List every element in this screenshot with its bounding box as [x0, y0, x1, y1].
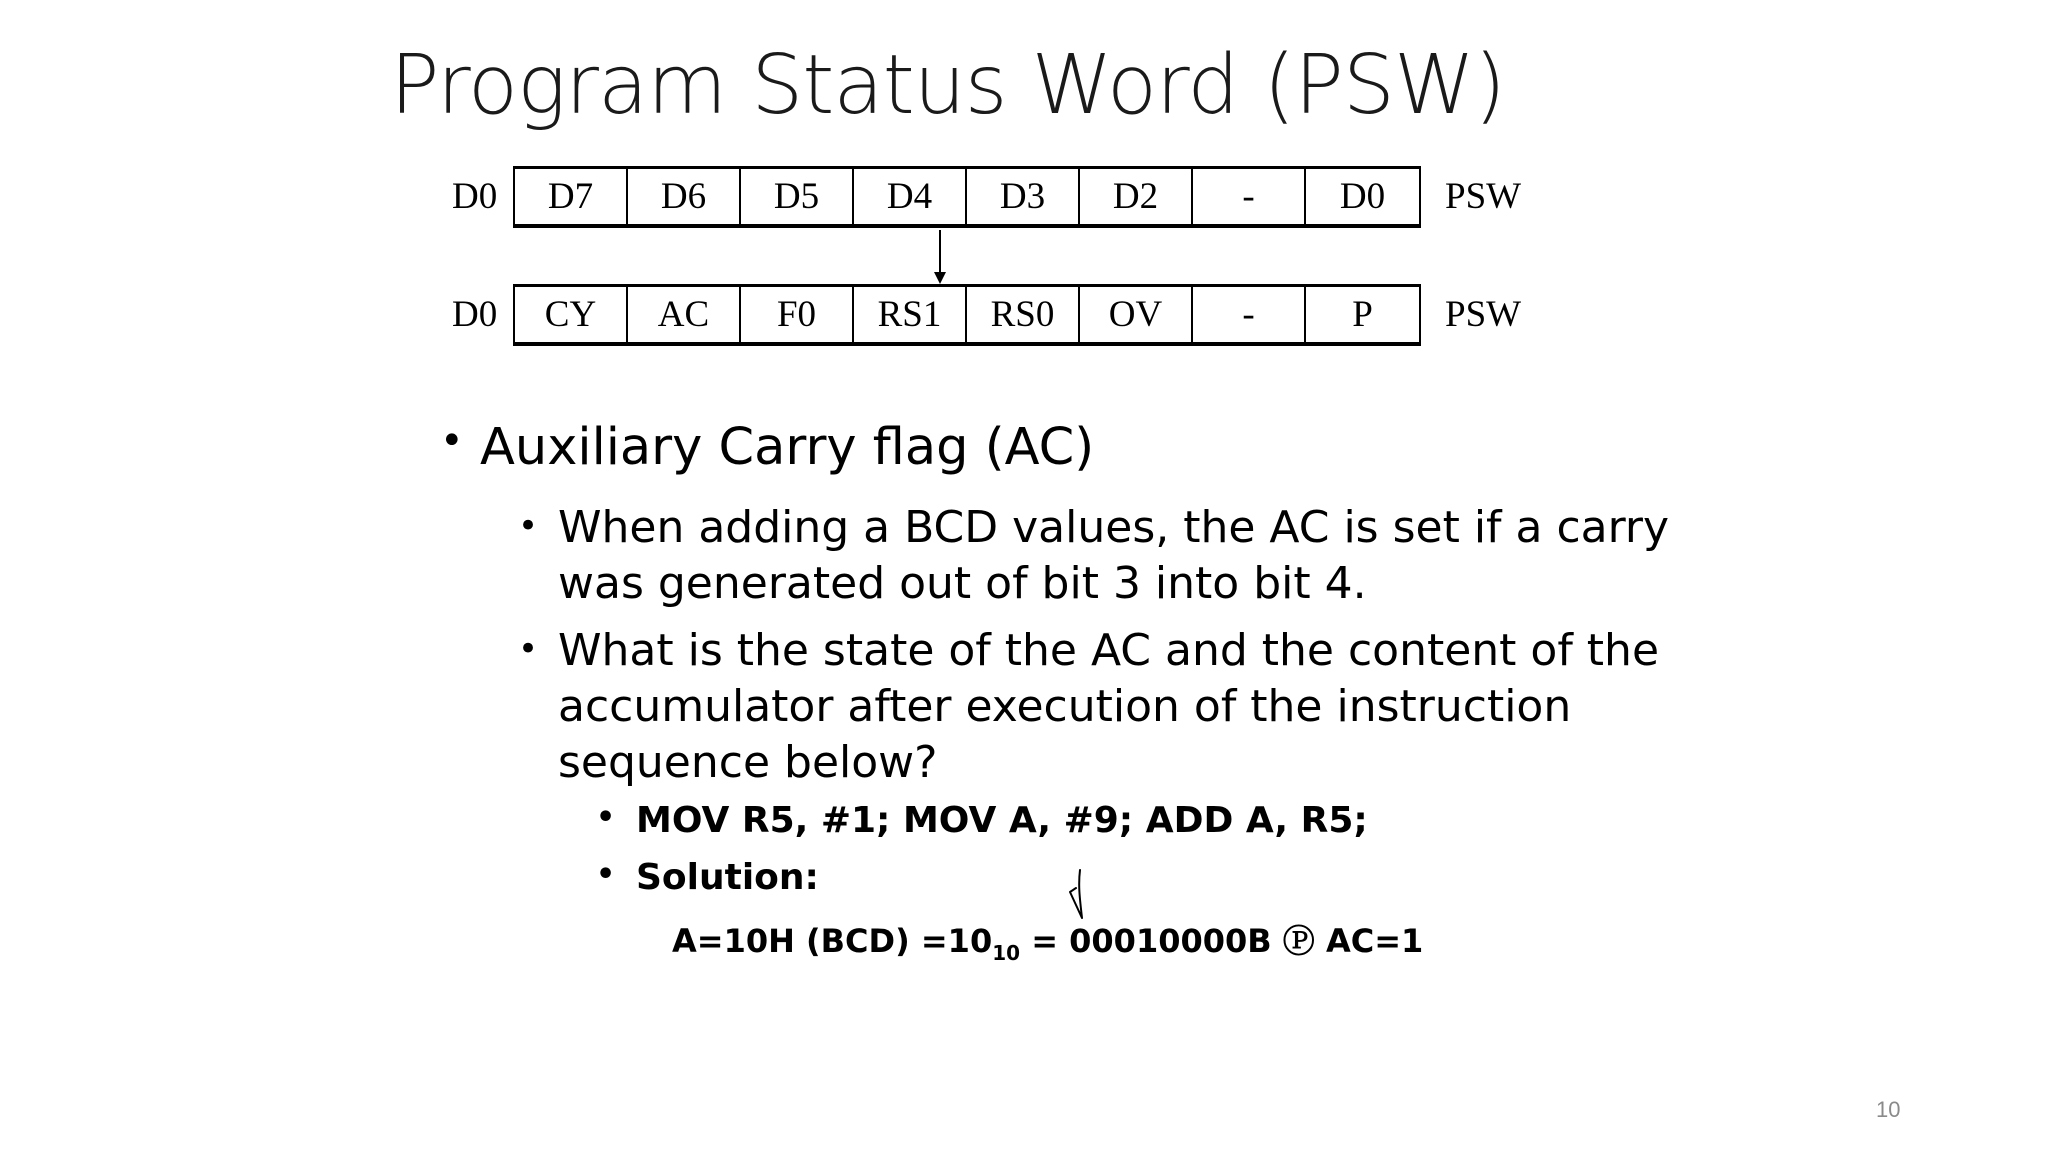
flag-cell: RS1 — [854, 287, 967, 342]
flag-cell: RS0 — [967, 287, 1080, 342]
bullet-code — [596, 800, 1368, 841]
row-left-label: D0 — [452, 176, 498, 217]
flag-cell: - — [1193, 287, 1306, 342]
flag-cell: CY — [515, 287, 628, 342]
bullet-text-line: sequence below? — [558, 737, 938, 788]
solution-part-2: = 00010000B Ⓟ AC=1 — [1020, 922, 1424, 960]
down-arrow-icon — [930, 230, 950, 286]
bit-cell: D5 — [741, 169, 854, 224]
bit-cell: D4 — [854, 169, 967, 224]
bit-cell: - — [1193, 169, 1306, 224]
bit-cell: D0 — [1339, 176, 1386, 217]
row-right-label: PSW — [1445, 176, 1522, 217]
bullet-text-line: accumulator after execution of the instruction — [558, 681, 1572, 732]
solution-part-1: A=10H (BCD) =10 — [672, 922, 993, 960]
code-text: MOV R5, #1; MOV A, #9; ADD A, R5; — [636, 800, 1368, 841]
psw-flag-cells — [513, 284, 1421, 346]
flag-cell: F0 — [741, 287, 854, 342]
row-left-label: D0 — [452, 294, 498, 335]
bullet-dot-icon: • — [440, 418, 464, 464]
solution-subscript: 10 — [992, 941, 1021, 965]
flag-cell: AC — [628, 287, 741, 342]
bullet-main — [440, 418, 1094, 477]
bullet-sub-2 — [518, 623, 1659, 791]
row-right-label: PSW — [1445, 294, 1522, 335]
bullet-solution — [596, 857, 819, 898]
bullet-text-line: was generated out of bit 3 into bit 4. — [558, 558, 1367, 609]
page-number: 10 — [1876, 1097, 1901, 1122]
bullet-dot-icon: • — [518, 629, 539, 669]
bullet-text-line: When adding a BCD values, the AC is set if a carry — [558, 502, 1670, 553]
slide-title: Program Status Word (PSW) — [390, 38, 1505, 133]
bit-cell: D7 — [515, 169, 628, 224]
bit-cell: D6 — [628, 169, 741, 224]
bullet-sub-1 — [518, 500, 1669, 612]
bit-cell: D2 — [1080, 169, 1193, 224]
solution-answer — [672, 916, 1423, 965]
bullet-text-line: What is the state of the AC and the content of the — [558, 625, 1660, 676]
bit-cell: D3 — [967, 169, 1080, 224]
bullet-dot-icon: • — [596, 800, 616, 835]
solution-label: Solution: — [636, 857, 819, 898]
bullet-main-text: Auxiliary Carry flag (AC) — [480, 418, 1095, 477]
bullet-dot-icon: • — [596, 857, 616, 892]
flag-cell: P — [1352, 294, 1373, 335]
flag-cell: OV — [1080, 287, 1193, 342]
bullet-dot-icon: • — [518, 506, 539, 546]
psw-bit-cells — [513, 166, 1421, 228]
